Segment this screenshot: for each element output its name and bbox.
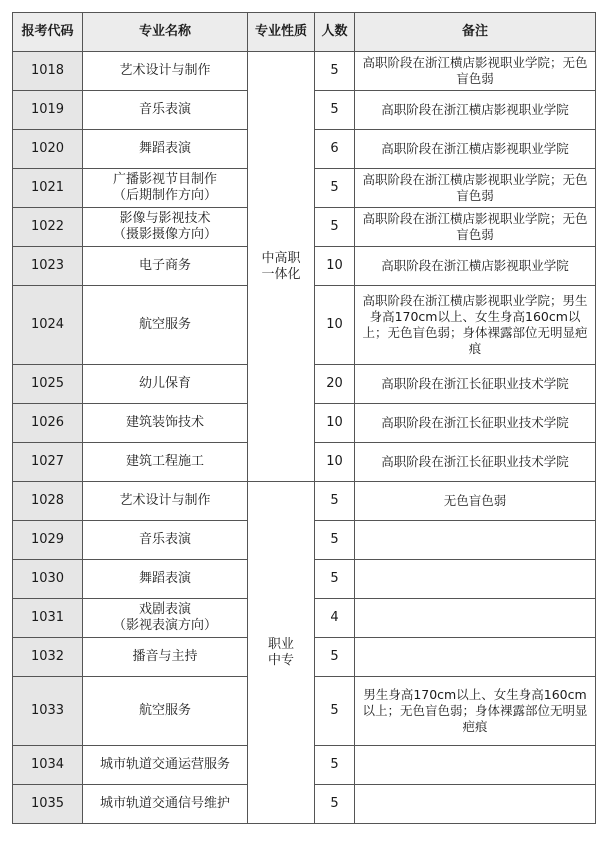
cell-count: 10 [315,443,355,482]
cell-note [355,521,596,560]
cell-major-name: 音乐表演 [83,91,248,130]
cell-major-name: 广播影视节目制作 （后期制作方向） [83,169,248,208]
cell-major-name: 城市轨道交通信号维护 [83,785,248,824]
cell-note: 高职阶段在浙江横店影视职业学院；无色盲色弱 [355,208,596,247]
cell-count: 5 [315,785,355,824]
cell-code: 1027 [13,443,83,482]
cell-major-name: 城市轨道交通运营服务 [83,746,248,785]
cell-count: 4 [315,599,355,638]
cell-note [355,638,596,677]
cell-note [355,560,596,599]
cell-note: 高职阶段在浙江横店影视职业学院；男生身高170cm以上、女生身高160cm以上；无色盲色弱；身体裸露部位无明显疤痕 [355,286,596,365]
cell-major-name: 戏剧表演 （影视表演方向） [83,599,248,638]
cell-count: 5 [315,208,355,247]
cell-major-type: 中高职 一体化 [248,52,315,482]
cell-count: 10 [315,404,355,443]
cell-note: 高职阶段在浙江长征职业技术学院 [355,365,596,404]
cell-major-name: 航空服务 [83,677,248,746]
header-code: 报考代码 [13,13,83,52]
cell-major-name: 播音与主持 [83,638,248,677]
cell-note [355,599,596,638]
cell-code: 1032 [13,638,83,677]
cell-note: 高职阶段在浙江长征职业技术学院 [355,443,596,482]
cell-note: 高职阶段在浙江横店影视职业学院 [355,247,596,286]
table-row [13,52,596,91]
cell-note: 高职阶段在浙江横店影视职业学院；无色盲色弱 [355,169,596,208]
cell-note [355,785,596,824]
cell-code: 1028 [13,482,83,521]
cell-count: 20 [315,365,355,404]
cell-count: 5 [315,638,355,677]
cell-major-name: 电子商务 [83,247,248,286]
cell-major-name: 建筑工程施工 [83,443,248,482]
cell-note: 无色盲色弱 [355,482,596,521]
cell-major-name: 舞蹈表演 [83,130,248,169]
cell-count: 5 [315,169,355,208]
cell-code: 1018 [13,52,83,91]
cell-count: 6 [315,130,355,169]
cell-note [355,746,596,785]
cell-major-name: 建筑装饰技术 [83,404,248,443]
cell-code: 1023 [13,247,83,286]
cell-count: 5 [315,746,355,785]
cell-code: 1024 [13,286,83,365]
cell-count: 5 [315,521,355,560]
cell-note: 男生身高170cm以上、女生身高160cm以上；无色盲色弱；身体裸露部位无明显疤痕 [355,677,596,746]
cell-major-name: 艺术设计与制作 [83,482,248,521]
cell-major-name: 航空服务 [83,286,248,365]
cell-count: 5 [315,560,355,599]
cell-code: 1026 [13,404,83,443]
cell-code: 1029 [13,521,83,560]
header-major-name: 专业名称 [83,13,248,52]
header-major-type: 专业性质 [248,13,315,52]
cell-code: 1022 [13,208,83,247]
cell-major-name: 音乐表演 [83,521,248,560]
cell-major-name: 影像与影视技术 （摄影摄像方向） [83,208,248,247]
cell-count: 10 [315,247,355,286]
cell-code: 1025 [13,365,83,404]
cell-major-name: 舞蹈表演 [83,560,248,599]
cell-note: 高职阶段在浙江横店影视职业学院；无色盲色弱 [355,52,596,91]
cell-code: 1035 [13,785,83,824]
cell-code: 1033 [13,677,83,746]
cell-note: 高职阶段在浙江横店影视职业学院 [355,130,596,169]
table-header-row [13,13,596,52]
cell-count: 10 [315,286,355,365]
cell-count: 5 [315,91,355,130]
cell-note: 高职阶段在浙江横店影视职业学院 [355,91,596,130]
cell-note: 高职阶段在浙江长征职业技术学院 [355,404,596,443]
cell-major-name: 幼儿保育 [83,365,248,404]
cell-major-type: 职业 中专 [248,482,315,824]
admission-table [12,12,596,824]
cell-code: 1031 [13,599,83,638]
cell-code: 1034 [13,746,83,785]
cell-count: 5 [315,677,355,746]
table-row [13,482,596,521]
cell-count: 5 [315,52,355,91]
header-count: 人数 [315,13,355,52]
header-note: 备注 [355,13,596,52]
cell-major-name: 艺术设计与制作 [83,52,248,91]
cell-code: 1030 [13,560,83,599]
table-body [13,52,596,824]
cell-count: 5 [315,482,355,521]
cell-code: 1020 [13,130,83,169]
cell-code: 1019 [13,91,83,130]
cell-code: 1021 [13,169,83,208]
